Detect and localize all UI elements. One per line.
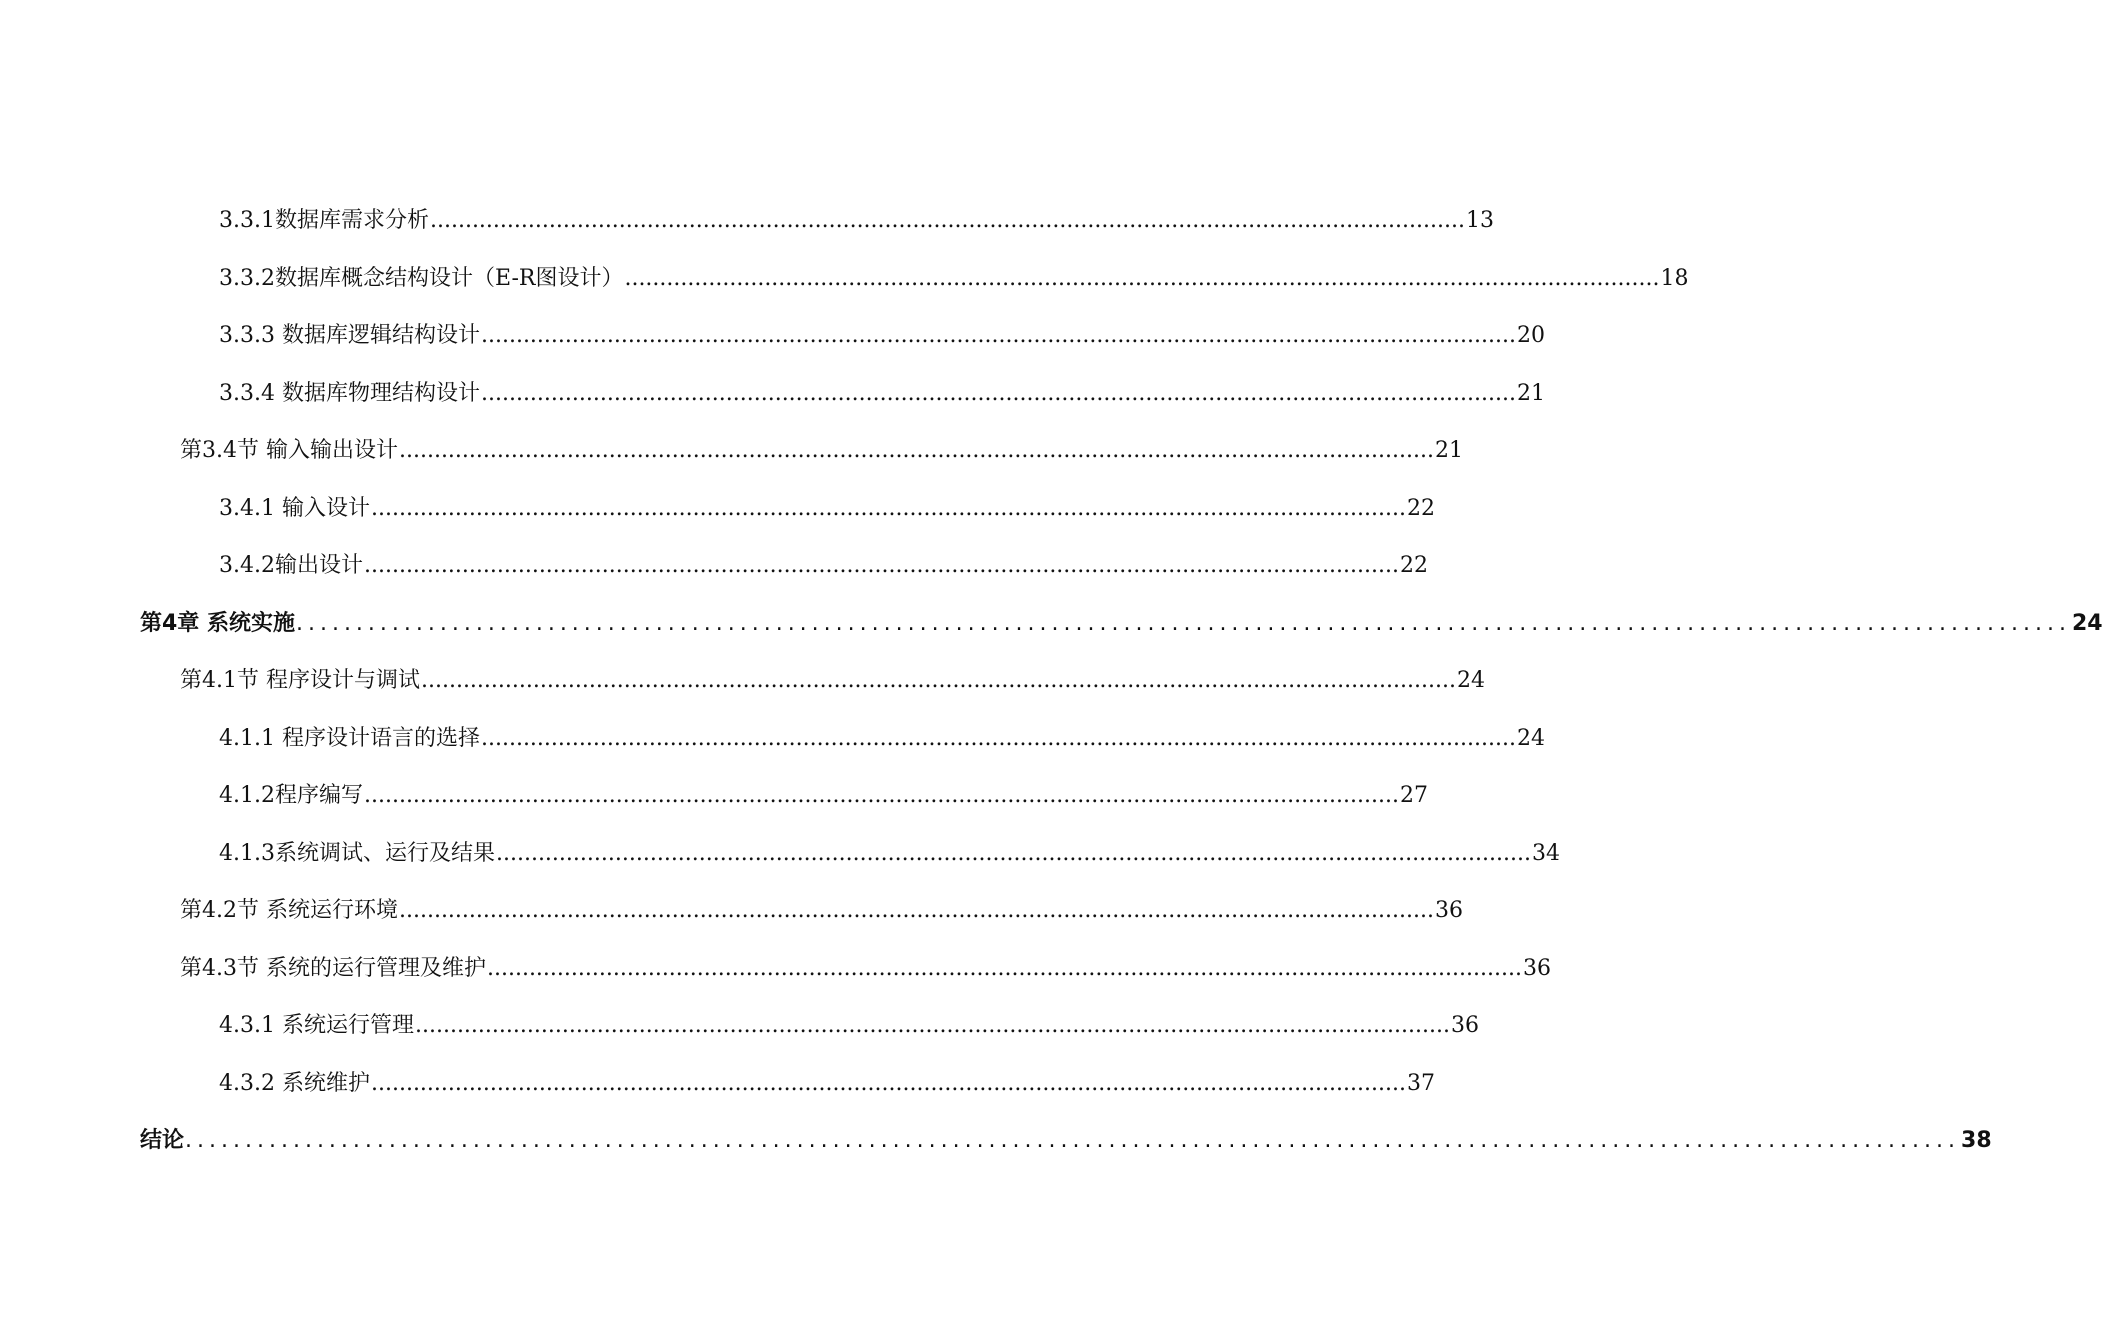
toc-entry-section-4-3[interactable]: [180, 954, 1551, 984]
toc-entry-section-3-4[interactable]: [180, 436, 1463, 466]
toc-entry-3-3-3[interactable]: [219, 321, 1545, 351]
toc-entry-label: 第3.4节 输入输出设计: [180, 438, 398, 463]
dot-leader: ....................................................................................................................................................: [624, 266, 1660, 291]
toc-page-number: 37: [1406, 1071, 1435, 1096]
toc-page-number: 20: [1516, 323, 1545, 348]
toc-page-number: 13: [1465, 208, 1494, 233]
dot-leader: ....................................................................................................................................................: [480, 323, 1516, 348]
toc-page-number: 21: [1434, 438, 1463, 463]
dot-leader: ....................................................................................................................................................: [429, 208, 1465, 233]
dot-leader: ....................................................................................................................................................: [495, 841, 1531, 866]
toc-page-number: 24: [1456, 668, 1485, 693]
toc-entry-label: 4.1.1 程序设计语言的选择: [219, 726, 480, 751]
dot-leader: ....................................................................................................................................................: [398, 898, 1434, 923]
toc-entry-label: 3.4.2输出设计: [219, 553, 363, 578]
toc-entry-label: 4.1.3系统调试、运行及结果: [219, 841, 495, 866]
dot-leader: ....................................................................................................................................................: [370, 1071, 1406, 1096]
toc-entry-label: 第4.3节 系统的运行管理及维护: [180, 956, 486, 981]
toc-entry-label: 第4.1节 程序设计与调试: [180, 668, 420, 693]
toc-entry-4-1-2[interactable]: [219, 781, 1428, 811]
toc-entry-section-4-1[interactable]: [180, 666, 1485, 696]
toc-entry-label: 4.3.1 系统运行管理: [219, 1013, 414, 1038]
toc-entry-label: 3.3.1数据库需求分析: [219, 208, 429, 233]
toc-page-number: 27: [1399, 783, 1428, 808]
toc-entry-4-3-2[interactable]: [219, 1069, 1435, 1099]
toc-page-number: 24: [2071, 611, 2103, 636]
toc-entry-conclusion[interactable]: [140, 1126, 1992, 1156]
dot-leader: ....................................................................................................................................................: [486, 956, 1522, 981]
toc-page-number: 34: [1531, 841, 1560, 866]
toc-entry-label: 4.3.2 系统维护: [219, 1071, 370, 1096]
toc-page-number: 22: [1399, 553, 1428, 578]
dot-leader: ....................................................................................................................................................: [363, 553, 1399, 578]
toc-entry-label: 第4.2节 系统运行环境: [180, 898, 398, 923]
toc-entry-label: 3.4.1 输入设计: [219, 496, 370, 521]
toc-page-number: 36: [1522, 956, 1551, 981]
dot-leader: ....................................................................................................................................................: [420, 668, 1456, 693]
toc-entry-label: 4.1.2程序编写: [219, 783, 363, 808]
toc-entry-3-3-4[interactable]: [219, 379, 1545, 409]
dot-leader: ....................................................................................................................................................: [414, 1013, 1450, 1038]
toc-entry-label: 3.3.4 数据库物理结构设计: [219, 381, 480, 406]
toc-page-number: 36: [1450, 1013, 1479, 1038]
toc-entry-3-4-2[interactable]: [219, 551, 1428, 581]
toc-entry-3-3-2[interactable]: [219, 264, 1689, 294]
toc-page-number: 36: [1434, 898, 1463, 923]
dot-leader: ....................................................................................................................................................: [480, 726, 1516, 751]
toc-entry-3-3-1[interactable]: [219, 206, 1494, 236]
toc-page-number: 21: [1516, 381, 1545, 406]
dot-leader: ....................................................................................................................................................: [370, 496, 1406, 521]
dot-leader: ....................................................................................................................................................: [480, 381, 1516, 406]
toc-entry-label: 第4章 系统实施: [140, 611, 295, 636]
toc-entry-3-4-1[interactable]: [219, 494, 1435, 524]
toc-entry-label: 结论: [140, 1128, 185, 1153]
toc-entry-4-1-1[interactable]: [219, 724, 1545, 754]
toc-entry-4-3-1[interactable]: [219, 1011, 1479, 1041]
toc-entry-section-4-2[interactable]: [180, 896, 1463, 926]
toc-page-number: 38: [1961, 1128, 1992, 1153]
dot-leader: ....................................................................................................................................................: [398, 438, 1434, 463]
toc-entry-chapter-4[interactable]: [140, 609, 2103, 639]
toc-page-number: 18: [1660, 266, 1689, 291]
dot-leader: ....................................................................................................................................................: [363, 783, 1399, 808]
toc-entry-label: 3.3.2数据库概念结构设计（E-R图设计）: [219, 266, 624, 291]
dot-leader: ....................................................................................................................................................: [295, 611, 2071, 636]
dot-leader: ....................................................................................................................................................: [185, 1128, 1961, 1153]
toc-entry-4-1-3[interactable]: [219, 839, 1560, 869]
toc-page-number: 22: [1406, 496, 1435, 521]
toc-page-number: 24: [1516, 726, 1545, 751]
toc-entry-label: 3.3.3 数据库逻辑结构设计: [219, 323, 480, 348]
